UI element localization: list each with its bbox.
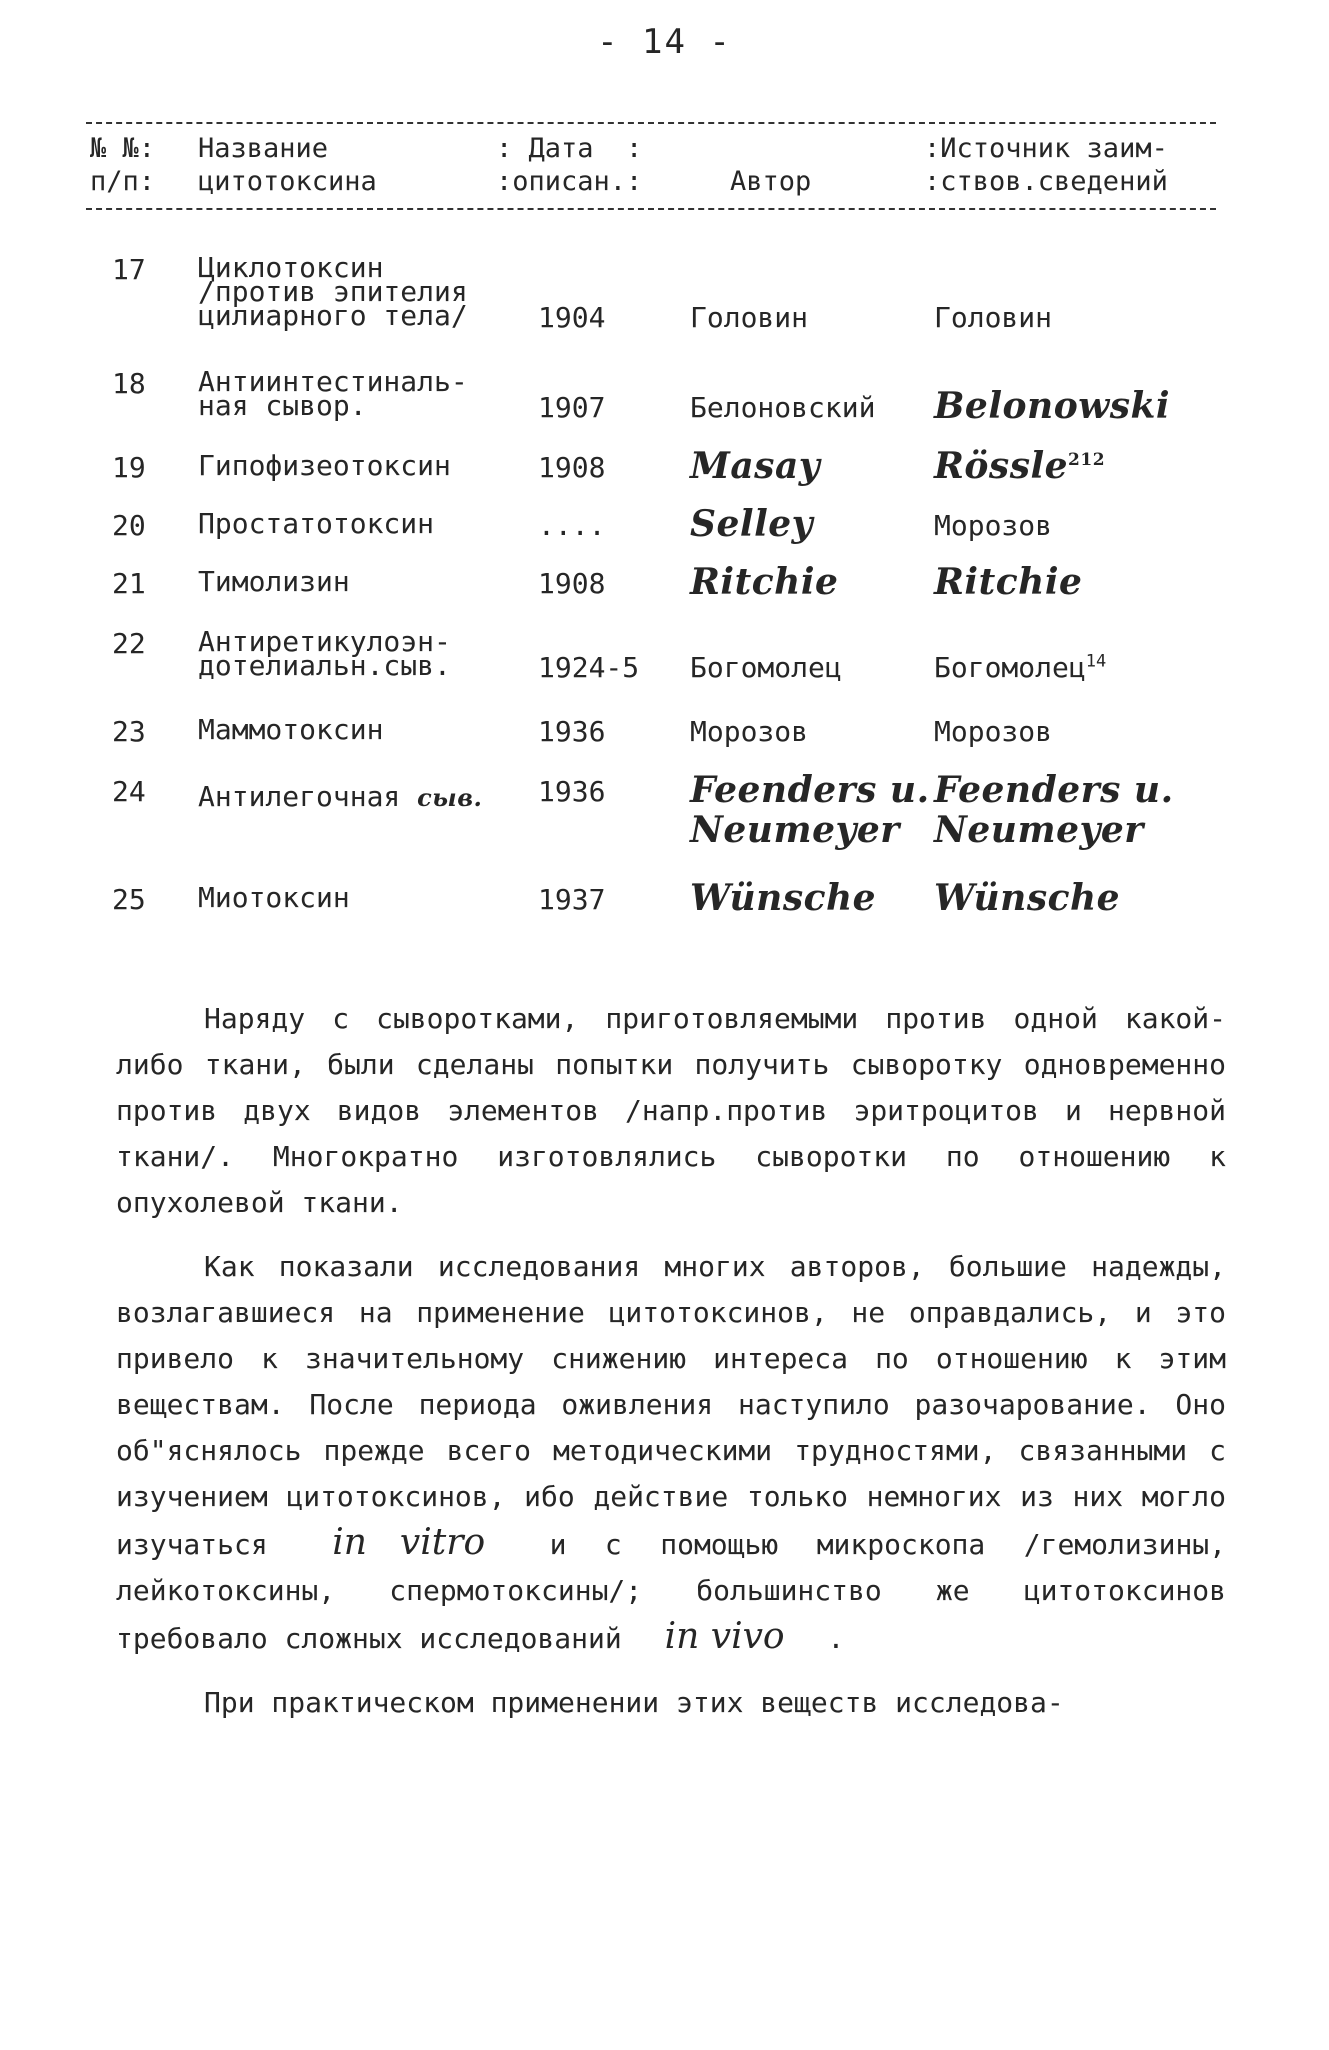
cytotoxin-name: Маммотоксин — [198, 713, 384, 746]
author-handwritten: Feenders u. Neumeyer — [690, 769, 930, 851]
source-handwritten: Ritchie — [934, 561, 1083, 603]
table-header-rule — [86, 208, 1216, 210]
source: Головин — [934, 301, 1053, 334]
cytotoxin-name-text: Антилегочная — [198, 780, 401, 813]
body-text — [116, 996, 1226, 1726]
cytotoxin-name: Миотоксин — [198, 881, 350, 914]
cytotoxin-name: Антиретикулоэн- дотелиальн.сыв. — [198, 625, 451, 682]
in-vivo-handwritten: in vivo — [664, 1616, 785, 1657]
author-handwritten: Selley — [690, 503, 814, 545]
in-vitro-handwritten: in vitro — [332, 1522, 486, 1563]
row-number: 25 — [112, 883, 146, 916]
table-top-rule — [86, 122, 1216, 124]
cytotoxin-name-handwritten: сыв. — [417, 783, 483, 812]
row-number: 18 — [112, 367, 146, 400]
source-handwritten — [934, 446, 1105, 486]
author: Головин — [690, 301, 809, 334]
description-date: 1904 — [538, 301, 606, 334]
paragraph-3: При практическом применении этих веществ исследова- — [204, 1686, 1064, 1719]
description-date: 1937 — [538, 883, 606, 916]
source — [934, 651, 1107, 684]
description-date: 1907 — [538, 391, 606, 424]
row-number: 20 — [112, 509, 146, 542]
source-text: Rössle — [934, 445, 1069, 487]
description-date: 1924-5 — [538, 651, 640, 684]
row-number: 21 — [112, 567, 146, 600]
description-date: .... — [538, 509, 606, 542]
source-handwritten: Wünsche — [934, 877, 1121, 919]
header-num: № №: п/п: — [90, 133, 156, 197]
source-handwritten: Feenders u. Neumeyer — [934, 769, 1174, 851]
cytotoxin-name: Тимолизин — [198, 565, 350, 598]
source: Морозов — [934, 715, 1053, 748]
cytotoxin-name: Антиинтестиналь- ная сывор. — [198, 365, 468, 422]
header-source: :Источник заим- :ствов.сведений — [924, 133, 1168, 197]
paragraph-2-end: . — [827, 1622, 845, 1655]
row-number: 24 — [112, 775, 146, 808]
header-author: Автор — [730, 166, 812, 197]
author-handwritten: Ritchie — [690, 561, 839, 603]
row-number: 22 — [112, 627, 146, 660]
footnote-reference: 14 — [1085, 651, 1107, 672]
header-date: : Дата : :описан.: — [496, 133, 643, 197]
source-text: Богомолец — [934, 651, 1086, 684]
row-number: 17 — [112, 253, 146, 286]
paragraph-2-part-a: Как показали исследования многих авторов, большие надежды, возлагавшиеся на применение цитотоксинов, не оправдались, и это привело к значительному снижению интереса по отношению к этим веществам. После периода оживления наступило разочарование. Оно об"яснялось прежде всего методическими трудностями, связанными с изучением цитотоксинов, ибо действие только немногих из них могло изучаться — [116, 1250, 1226, 1561]
author-handwritten: Wünsche — [690, 877, 877, 919]
paragraph-2-part-b: и с помощью микроскопа /гемолизины, лейкотоксины, спермотоксины/; большинство же цитотоксинов требовало сложных исследований — [116, 1528, 1227, 1655]
source-handwritten: Belonowski — [934, 385, 1171, 427]
source: Морозов — [934, 509, 1053, 542]
paragraph-2 — [116, 1244, 1226, 1662]
header-name: Название цитотоксина — [198, 133, 377, 197]
cytotoxin-name — [198, 778, 482, 818]
cytotoxin-name: Циклотоксин /против эпителия цилиарного тела/ — [198, 251, 468, 332]
description-date: 1936 — [538, 775, 606, 808]
author-handwritten: Masay — [690, 445, 821, 487]
row-number: 19 — [112, 451, 146, 484]
description-date: 1908 — [538, 451, 606, 484]
description-date: 1936 — [538, 715, 606, 748]
footnote-reference: 212 — [1068, 450, 1106, 470]
paragraph-1: Наряду с сыворотками, приготовляемыми против одной какой-либо ткани, были сделаны попытки получить сыворотку одновременно против двух видов элементов /напр.против эритроцитов и нервной ткани/. Многократно изготовлялись сыворотки по отношению к опухолевой ткани. — [116, 1002, 1226, 1219]
page-number: - 14 - — [597, 22, 732, 62]
author: Белоновский — [690, 391, 876, 424]
cytotoxin-name: Простатотоксин — [198, 507, 435, 540]
author: Морозов — [690, 715, 809, 748]
row-number: 23 — [112, 715, 146, 748]
description-date: 1908 — [538, 567, 606, 600]
cytotoxin-name: Гипофизеотоксин — [198, 449, 451, 482]
author: Богомолец — [690, 651, 842, 684]
